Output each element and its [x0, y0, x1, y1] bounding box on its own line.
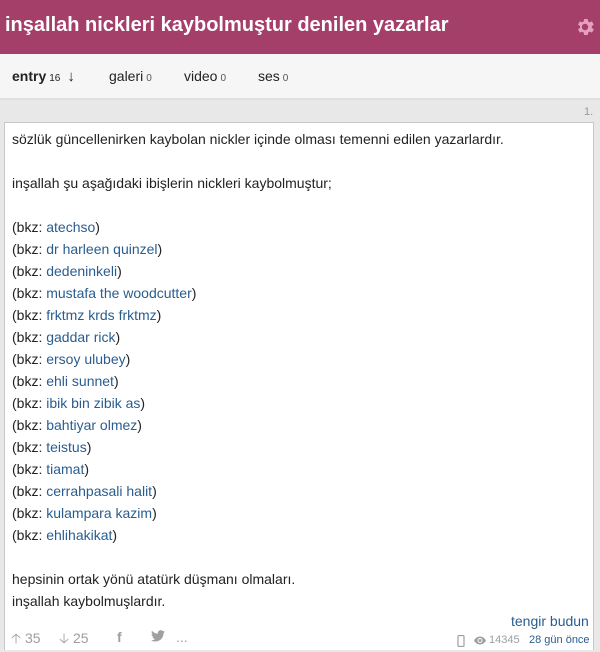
bkz-link[interactable]: gaddar rick	[46, 329, 116, 345]
bkz-link[interactable]: dr harleen quinzel	[46, 241, 158, 257]
bkz-link[interactable]: ibik bin zibik as	[46, 395, 141, 411]
bkz-prefix: (bkz:	[12, 373, 47, 389]
bkz-link[interactable]: kulampara kazim	[46, 505, 153, 521]
bkz-suffix: )	[140, 395, 146, 411]
downvote-count: 25	[72, 630, 89, 646]
bkz-prefix: (bkz:	[12, 505, 47, 521]
bkz-suffix: )	[115, 329, 121, 345]
page-title: inşallah nickleri kaybolmuştur denilen yazarlar	[5, 14, 449, 36]
downvote-button[interactable]	[59, 628, 89, 652]
bkz-line	[12, 351, 130, 367]
entry-outro1: hepsinin ortak yönü atatürk düşmanı olmaları.	[12, 571, 296, 587]
more-button[interactable]: ...	[176, 629, 188, 645]
bkz-prefix: (bkz:	[12, 483, 47, 499]
view-count: 14345	[489, 634, 520, 646]
mobile-icon	[457, 635, 465, 647]
tab-galeri[interactable]	[109, 68, 152, 84]
bkz-suffix: )	[157, 241, 163, 257]
bkz-prefix: (bkz:	[12, 417, 47, 433]
tab-ses-label: ses	[258, 68, 280, 84]
bkz-line	[12, 439, 91, 455]
downvote-icon: 🡣	[59, 630, 70, 646]
entry-footer	[5, 628, 593, 650]
bkz-line	[12, 219, 100, 235]
bkz-line	[12, 505, 157, 521]
tab-ses-count: 0	[282, 73, 289, 84]
bkz-prefix: (bkz:	[12, 263, 47, 279]
upvote-button[interactable]	[11, 628, 41, 652]
bkz-link[interactable]: teistus	[46, 439, 87, 455]
bkz-prefix: (bkz:	[12, 461, 47, 477]
upvote-count: 35	[24, 630, 41, 646]
tab-video-count: 0	[220, 73, 227, 84]
bkz-suffix: )	[156, 307, 162, 323]
bkz-link[interactable]: ersoy ulubey	[46, 351, 126, 367]
bkz-prefix: (bkz:	[12, 351, 47, 367]
tab-ses[interactable]	[258, 68, 288, 84]
bkz-prefix: (bkz:	[12, 241, 47, 257]
bkz-prefix: (bkz:	[12, 329, 47, 345]
bkz-link[interactable]: bahtiyar olmez	[46, 417, 138, 433]
bkz-suffix: )	[125, 351, 131, 367]
divider	[0, 98, 600, 100]
bkz-link[interactable]: mustafa the woodcutter	[46, 285, 192, 301]
bkz-prefix: (bkz:	[12, 439, 47, 455]
tab-video-label: video	[184, 68, 218, 84]
bkz-prefix: (bkz:	[12, 285, 47, 301]
bkz-suffix: )	[84, 461, 90, 477]
bkz-suffix: )	[137, 417, 142, 433]
bkz-suffix: )	[152, 505, 157, 521]
author-link[interactable]: tengir budun	[511, 613, 589, 629]
page-header	[0, 0, 600, 54]
bkz-suffix: )	[86, 439, 92, 455]
tab-video[interactable]	[184, 68, 226, 84]
bkz-suffix: )	[95, 219, 100, 235]
bkz-line	[12, 461, 89, 477]
gear-icon[interactable]	[574, 16, 596, 38]
entry-card	[4, 122, 594, 650]
bkz-line	[12, 527, 117, 543]
bkz-link[interactable]: ehli sunnet	[46, 373, 114, 389]
tab-bar	[0, 54, 600, 98]
twitter-icon[interactable]	[151, 630, 165, 642]
bkz-line	[12, 241, 162, 257]
bkz-suffix: )	[152, 483, 157, 499]
facebook-icon[interactable]: f	[117, 629, 122, 645]
tab-entry-label: entry	[12, 68, 47, 84]
tab-entry-count: 16	[49, 73, 61, 84]
bkz-suffix: )	[117, 263, 122, 279]
bkz-suffix: )	[191, 285, 197, 301]
entry-intro2: inşallah şu aşağıdaki ibişlerin nickleri kaybolmuştur;	[12, 175, 332, 191]
bkz-link[interactable]: cerrahpasali halit	[46, 483, 153, 499]
eye-icon	[474, 636, 486, 645]
bkz-link[interactable]: atechso	[46, 219, 96, 235]
bkz-line	[12, 263, 122, 279]
bkz-line	[12, 417, 142, 433]
bkz-line	[12, 373, 119, 389]
bkz-line	[12, 285, 196, 301]
bkz-link[interactable]: frktmz krds frktmz	[46, 307, 157, 323]
bkz-prefix: (bkz:	[12, 307, 47, 323]
bkz-line	[12, 329, 120, 345]
upvote-icon: 🡡	[11, 630, 22, 646]
tab-galeri-count: 0	[146, 73, 152, 84]
bkz-link[interactable]: ehlihakikat	[46, 527, 113, 543]
bkz-prefix: (bkz:	[12, 219, 47, 235]
tab-galeri-label: galeri	[109, 68, 144, 84]
bkz-line	[12, 395, 145, 411]
entry-outro2: inşallah kaybolmuşlardır.	[12, 593, 166, 609]
bkz-link[interactable]: tiamat	[46, 461, 85, 477]
bkz-line	[12, 307, 161, 323]
entry-intro: sözlük güncellenirken kaybolan nickler içinde olması temenni edilen yazarlardır.	[12, 131, 504, 147]
bkz-link[interactable]: dedeninkeli	[46, 263, 118, 279]
tab-entry[interactable]	[12, 68, 75, 85]
arrow-down-icon[interactable]: ↓	[67, 68, 75, 85]
bkz-suffix: )	[113, 373, 119, 389]
bkz-suffix: )	[112, 527, 118, 543]
bkz-line	[12, 483, 157, 499]
entry-date[interactable]: 28 gün önce	[529, 634, 590, 646]
bkz-prefix: (bkz:	[12, 527, 47, 543]
entry-number: 1.	[584, 106, 594, 118]
bkz-prefix: (bkz:	[12, 395, 47, 411]
